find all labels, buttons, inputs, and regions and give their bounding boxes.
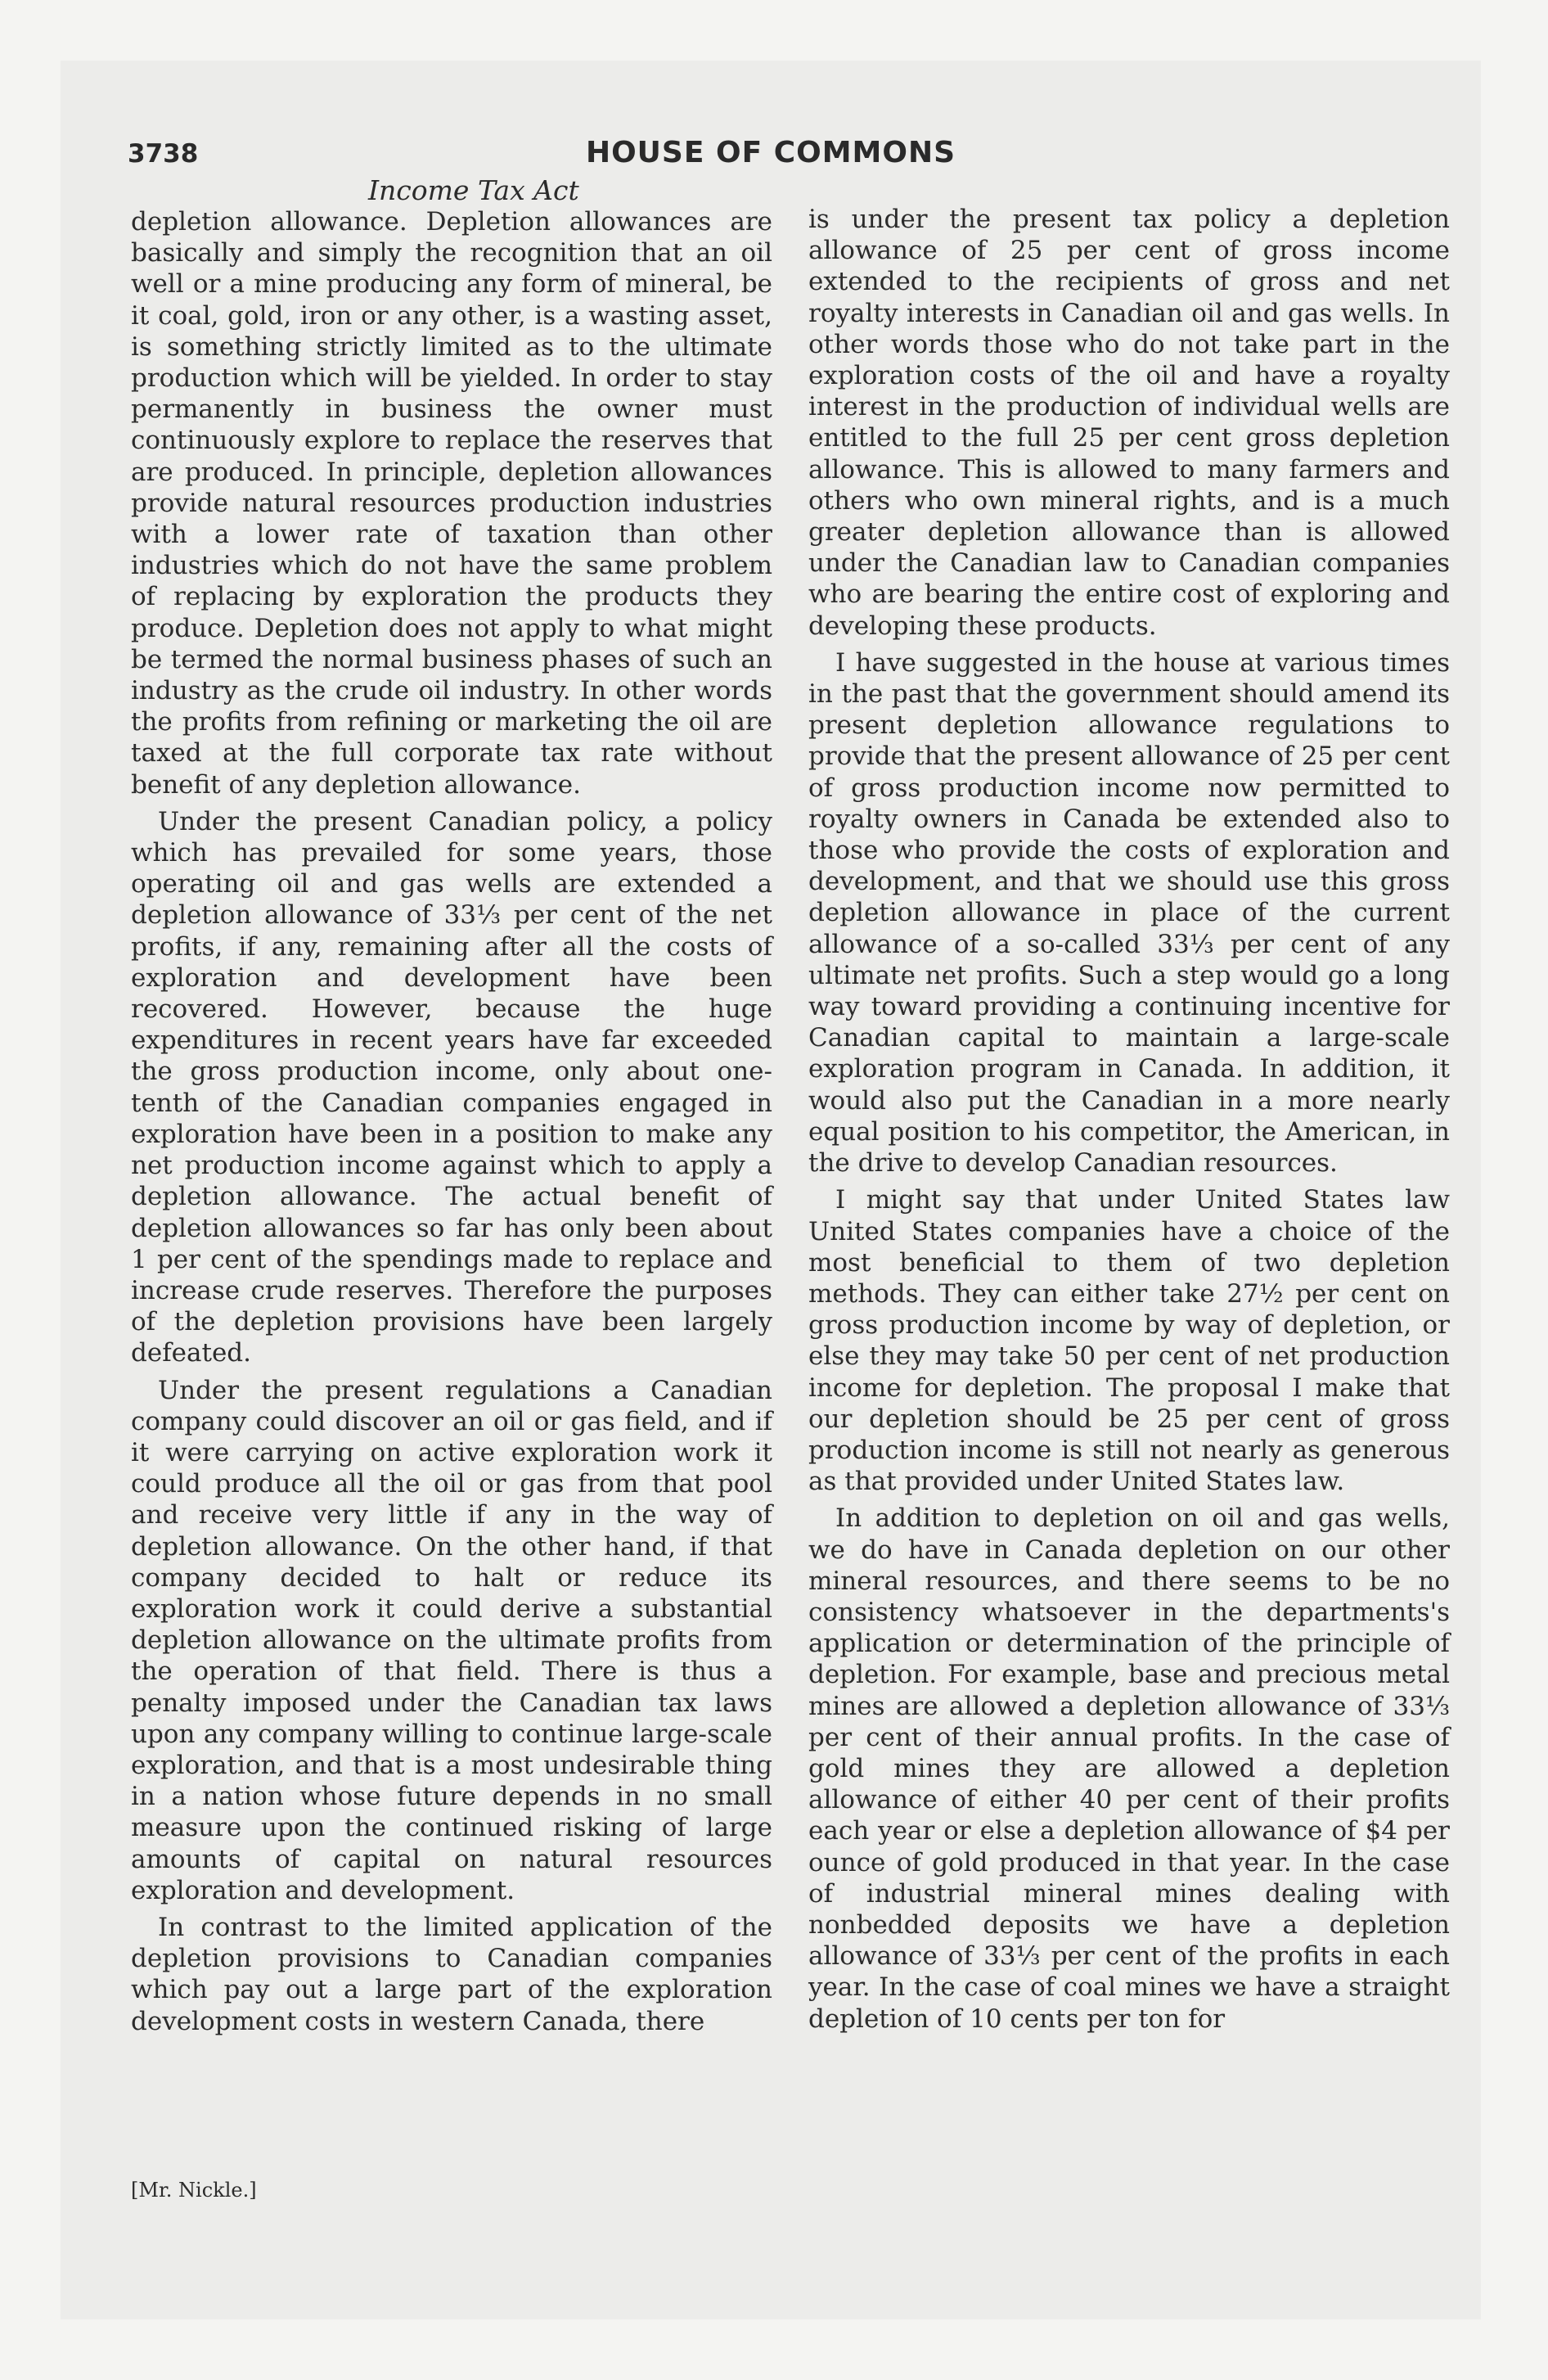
- paragraph: I have suggested in the house at various times in the past that the government should amend its present depletion allowance regulations to provide that the present allowance of 25 per cent of gross production income now permitted to royalty owners in Canada be extended also to those who provide the costs of exploration and development, and that we should use this gross depletion allowance in place of the current allowance of a so-called 33⅓ per cent of any ultimate net profits. Such a step would go a long way toward providing a continuing incentive for Canadian capital to maintain a large-scale exploration program in Canada. In addition, it would also put the Canadian in a more nearly equal position to his competitor, the American, in the drive to develop Canadian resources.: [808, 647, 1450, 1179]
- page-number: 3738: [128, 139, 199, 169]
- paragraph: Under the present Canadian policy, a policy which has prevailed for some years, those operating oil and gas wells are extended a depletion allowance of 33⅓ per cent of the net profits, if any, remaining after all the costs of exploration and development have been recovered. However, because the huge expenditures in recent years have far exceeded the gross production income, only about one-tenth of the Canadian companies engaged in exploration have been in a position to make any net production income against which to apply a depletion allowance. The actual benefit of depletion allowances so far has only been about 1 per cent of the spendings made to replace and increase crude reserves. Therefore the purposes of the depletion provisions have been largely defeated.: [131, 806, 772, 1368]
- speaker-footer: [Mr. Nickle.]: [131, 2179, 257, 2202]
- paragraph: In addition to depletion on oil and gas wells, we do have in Canada depletion on our other mineral resources, and there seems to be no consistency whatsoever in the departments's application or determination of the principle of depletion. For example, base and precious metal mines are allowed a depletion allowance of 33⅓ per cent of their annual profits. In the case of gold mines they are allowed a depletion allowance of either 40 per cent of their profits each year or else a depletion allowance of $4 per ounce of gold produced in that year. In the case of industrial mineral mines dealing with nonbedded deposits we have a depletion allowance of 33⅓ per cent of the profits in each year. In the case of coal mines we have a straight depletion of 10 cents per ton for: [808, 1503, 1450, 2034]
- hansard-page: [61, 61, 1481, 2319]
- section-subheading: Income Tax Act: [368, 174, 579, 206]
- paragraph: Under the present regulations a Canadian company could discover an oil or gas field, and if it were carrying on active exploration work it could produce all the oil or gas from that pool and receive very little if any in the way of depletion allowance. On the other hand, if that company decided to halt or reduce its exploration work it could derive a substantial depletion allowance on the ultimate profits from the operation of that field. There is thus a penalty imposed under the Canadian tax laws upon any company willing to continue large-scale exploration, and that is a most undesirable thing in a nation whose future depends in no small measure upon the continued risking of large amounts of capital on natural resources exploration and development.: [131, 1375, 772, 1905]
- paragraph: is under the present tax policy a depletion allowance of 25 per cent of gross income extended to the recipients of gross and net royalty interests in Canadian oil and gas wells. In other words those who do not take part in the exploration costs of the oil and have a royalty interest in the production of individual wells are entitled to the full 25 per cent gross depletion allowance. This is allowed to many farmers and others who own mineral rights, and is a much greater depletion allowance than is allowed under the Canadian law to Canadian companies who are bearing the entire cost of exploring and developing these products.: [808, 205, 1450, 641]
- paragraph: depletion allowance. Depletion allowances are basically and simply the recognition that an oil well or a mine producing any form of mineral, be it coal, gold, iron or any other, is a wasting asset, is something strictly limited as to the ultimate production which will be yielded. In order to stay permanently in business the owner must continuously explore to replace the reserves that are produced. In principle, depletion allowances provide natural resources production industries with a lower rate of taxation than other industries which do not have the same problem of replacing by exploration the products they produce. Depletion does not apply to what might be termed the normal business phases of such an industry as the crude oil industry. In other words the profits from refining or marketing the oil are taxed at the full corporate tax rate without benefit of any depletion allowance.: [131, 207, 772, 800]
- page-header: [126, 134, 1415, 175]
- paragraph: I might say that under United States law United States companies have a choice of the most beneficial to them of two depletion methods. They can either take 27½ per cent on gross production income by way of depletion, or else they may take 50 per cent of net production income for depletion. The proposal I make that our depletion should be 25 per cent of gross production income is still not nearly as generous as that provided under United States law.: [808, 1185, 1450, 1497]
- paragraph: In contrast to the limited application of the depletion provisions to Canadian companies which pay out a large part of the exploration development costs in western Canada, there: [131, 1912, 772, 2036]
- running-head: HOUSE OF COMMONS: [585, 136, 956, 169]
- right-column: [808, 204, 1450, 2040]
- left-column: [131, 175, 772, 2043]
